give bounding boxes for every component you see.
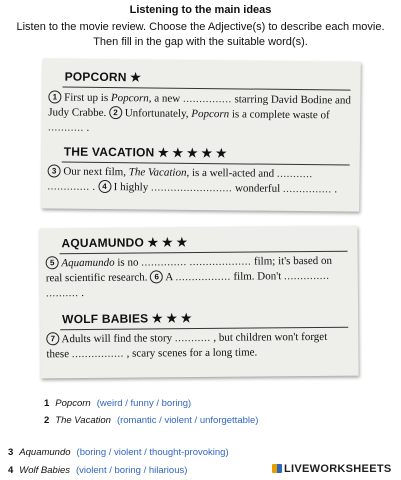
movie-title: Popcorn <box>55 398 91 409</box>
movie-title: The Vacation <box>128 166 187 179</box>
heading-wolf-babies: WOLF BABIES ★ ★ ★ <box>62 311 192 327</box>
answer-gap-11[interactable]: .......... <box>45 287 79 300</box>
heading-rule <box>62 87 350 91</box>
text: . <box>89 180 99 193</box>
answer-gap-13[interactable]: ................ <box>71 347 124 361</box>
answer-gap-4[interactable]: ............. <box>47 180 90 193</box>
list-item <box>8 447 229 458</box>
text: First up is <box>64 91 111 105</box>
answer-gap-10[interactable]: .............. <box>283 269 330 283</box>
text: A <box>163 271 176 284</box>
review-note-2 <box>39 226 358 379</box>
answer-gap-6[interactable]: ............... <box>282 182 332 196</box>
movie-title: Aquamundo <box>61 256 115 270</box>
adjective-options[interactable]: (weird / funny / boring) <box>96 398 192 409</box>
list-number: 3 <box>8 447 14 458</box>
adjective-options[interactable]: (romantic / violent / unforgettable) <box>116 415 259 426</box>
movie-title: Aquamundo <box>19 447 71 458</box>
number-badge-6: 6 <box>150 270 163 283</box>
text: . <box>331 183 338 196</box>
text: film; it's based on real scientific research. <box>45 254 333 285</box>
movie-title: Popcorn <box>110 92 149 105</box>
adjective-options[interactable]: (boring / violent / thought-provoking) <box>76 447 229 458</box>
number-badge-5: 5 <box>46 256 59 269</box>
paragraph-the-vacation <box>47 164 351 197</box>
answer-gap-2[interactable]: ........... <box>48 121 84 134</box>
number-badge-7: 7 <box>46 332 59 345</box>
text: . <box>83 121 90 134</box>
list-item <box>44 398 191 409</box>
page-title: Listening to the main ideas <box>129 4 272 16</box>
text: is a complete waste of <box>229 108 330 122</box>
text: Our next film, <box>63 165 129 179</box>
text: , but children won't forget these <box>46 330 328 361</box>
answer-gap-8[interactable]: ................... <box>189 255 252 269</box>
heading-aquamundo: AQUAMUNDO ★ ★ ★ <box>61 235 188 251</box>
heading-the-vacation: THE VACATION ★ ★ ★ ★ ★ <box>63 144 227 161</box>
text: starring David Bodine and Judy Crabbe. <box>48 93 351 120</box>
number-badge-2: 2 <box>109 106 122 119</box>
text: . <box>78 287 84 300</box>
text: I highly <box>110 181 152 194</box>
text: Adults will find the story <box>61 332 175 346</box>
answer-gap-3[interactable]: ........... <box>276 167 313 181</box>
answer-gap-12[interactable]: ........... <box>174 331 211 345</box>
paragraph-wolf-babies <box>46 330 350 363</box>
list-number: 2 <box>44 415 50 426</box>
review-note-1 <box>41 58 361 211</box>
adjective-options[interactable]: (violent / boring / hilarious) <box>75 465 188 476</box>
movie-title: Popcorn <box>191 107 230 121</box>
text: , scary scenes for a long time. <box>123 346 258 360</box>
movie-title: The Vacation <box>55 415 111 426</box>
number-badge-3: 3 <box>48 164 61 177</box>
list-number: 1 <box>44 398 50 409</box>
answer-gap-1[interactable]: ............... <box>182 92 232 106</box>
text: , a new <box>148 92 184 105</box>
list-number: 4 <box>8 465 14 476</box>
text: film. Don't <box>230 270 285 283</box>
text: is no <box>114 256 142 269</box>
text: wonderful <box>232 182 284 195</box>
heading-popcorn: POPCORN ★ <box>64 69 142 85</box>
answer-gap-5[interactable]: ......................... <box>150 181 233 195</box>
text: , is a well-acted and <box>186 166 277 180</box>
liveworksheets-logo <box>272 463 392 475</box>
paragraph-aquamundo <box>46 254 350 302</box>
text: Unfortunately, <box>124 107 192 120</box>
paragraph-popcorn <box>48 90 352 138</box>
list-item <box>44 415 258 426</box>
answer-gap-9[interactable]: ................. <box>175 270 231 284</box>
logo-text: LIVEWORKSHEETS <box>284 463 392 475</box>
instructions: Listen to the movie review. Choose the Adjective(s) to describe each movie. Then fill in the gap with the suitable word(s). <box>16 21 385 48</box>
number-badge-4: 4 <box>98 180 111 193</box>
list-item <box>8 465 187 476</box>
answer-gap-7[interactable]: .............. <box>141 256 187 269</box>
movie-title: Wolf Babies <box>19 465 70 476</box>
number-badge-1: 1 <box>48 90 61 103</box>
logo-icon <box>272 464 282 473</box>
